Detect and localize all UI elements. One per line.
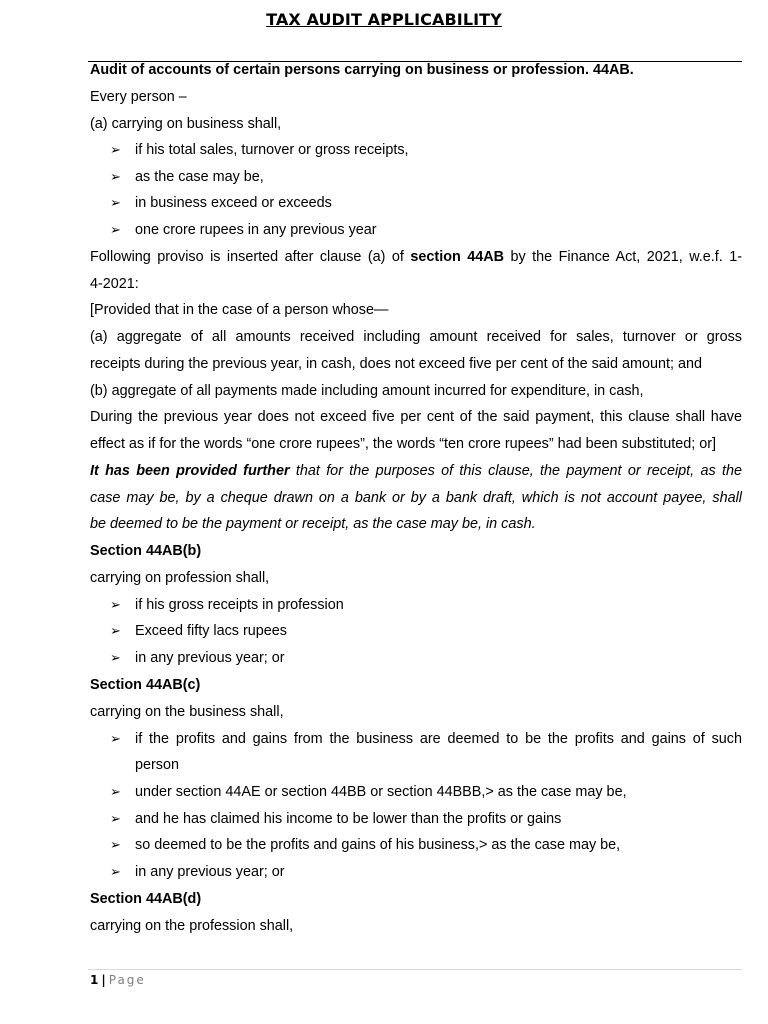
bullet-icon: ➢ [110, 222, 121, 237]
bullet-icon: ➢ [110, 195, 121, 210]
list-item: one crore rupees in any previous year [135, 222, 377, 238]
proviso-line [90, 244, 742, 271]
bullet-icon: ➢ [110, 623, 121, 638]
section-c-intro: carrying on the business shall, [90, 704, 284, 720]
bullet-icon: ➢ [110, 811, 121, 826]
list-item: if his gross receipts in profession [135, 597, 344, 613]
further-proviso-line [90, 458, 742, 485]
list-item: in any previous year; or [135, 650, 285, 666]
list-item-continuation: person [135, 757, 180, 773]
section-d-heading: Section 44AB(d) [90, 891, 202, 907]
list-item: as the case may be, [135, 169, 264, 185]
proviso-line: During the previous year does not exceed five per cent of the said payment, this clause shall have [90, 409, 742, 425]
page-number: 1 [90, 973, 99, 987]
proviso-line: (b) aggregate of all payments made including amount incurred for expenditure, in cash, [90, 383, 644, 399]
section-b-intro: carrying on profession shall, [90, 570, 270, 586]
section-d-intro: carrying on the profession shall, [90, 918, 294, 934]
bullet-icon: ➢ [110, 837, 121, 852]
further-proviso-text: that for the purposes of this clause, the payment or receipt, as the [295, 463, 742, 479]
bullet-icon: ➢ [110, 169, 121, 184]
list-item: in any previous year; or [135, 864, 285, 880]
page-label: Page [108, 973, 146, 987]
bullet-icon: ➢ [110, 650, 121, 665]
section-c-heading: Section 44AB(c) [90, 677, 201, 693]
proviso-text: Following proviso is inserted after clause (a) of [90, 249, 404, 265]
section-heading: Audit of accounts of certain persons carrying on business or profession. 44AB. [90, 62, 634, 78]
further-proviso-line: be deemed to be the payment or receipt, as the case may be, in cash. [90, 516, 536, 532]
footer-rule [88, 969, 742, 970]
list-item: in business exceed or exceeds [135, 195, 332, 211]
list-item: if the profits and gains from the business are deemed to be the profits and gains of such [135, 731, 742, 747]
list-item: if his total sales, turnover or gross receipts, [135, 142, 409, 158]
list-item: Exceed fifty lacs rupees [135, 623, 287, 639]
proviso-text: by the Finance Act, 2021, w.e.f. 1- [510, 249, 743, 265]
bullet-icon: ➢ [110, 784, 121, 799]
further-proviso-line: case may be, by a cheque drawn on a bank or by a bank draft, which is not account payee, shall [90, 490, 742, 506]
section-reference: section 44AB [410, 249, 505, 265]
bullet-icon: ➢ [110, 731, 121, 746]
proviso-line: receipts during the previous year, in cash, does not exceed five per cent of the said amount; and [90, 356, 702, 372]
proviso-line: 4-2021: [90, 276, 139, 292]
further-proviso-lead: It has been provided further [90, 463, 290, 479]
page-title: TAX AUDIT APPLICABILITY [266, 10, 502, 29]
proviso-line: effect as if for the words “one crore rupees”, the words “ten crore rupees” had been substituted; or] [90, 436, 717, 452]
bullet-icon: ➢ [110, 864, 121, 879]
bullet-icon: ➢ [110, 597, 121, 612]
list-item: under section 44AE or section 44BB or section 44BBB,> as the case may be, [135, 784, 627, 800]
section-b-heading: Section 44AB(b) [90, 543, 202, 559]
list-item: so deemed to be the profits and gains of his business,> as the case may be, [135, 837, 621, 853]
proviso-line: (a) aggregate of all amounts received including amount received for sales, turnover or gross [90, 329, 742, 345]
footer-separator: | [101, 973, 106, 987]
page-footer [90, 973, 146, 987]
list-item: and he has claimed his income to be lower than the profits or gains [135, 811, 562, 827]
clause-a-text: (a) carrying on business shall, [90, 116, 282, 132]
every-person-text: Every person – [90, 89, 187, 105]
bullet-icon: ➢ [110, 142, 121, 157]
proviso-line: [Provided that in the case of a person whose— [90, 302, 389, 318]
